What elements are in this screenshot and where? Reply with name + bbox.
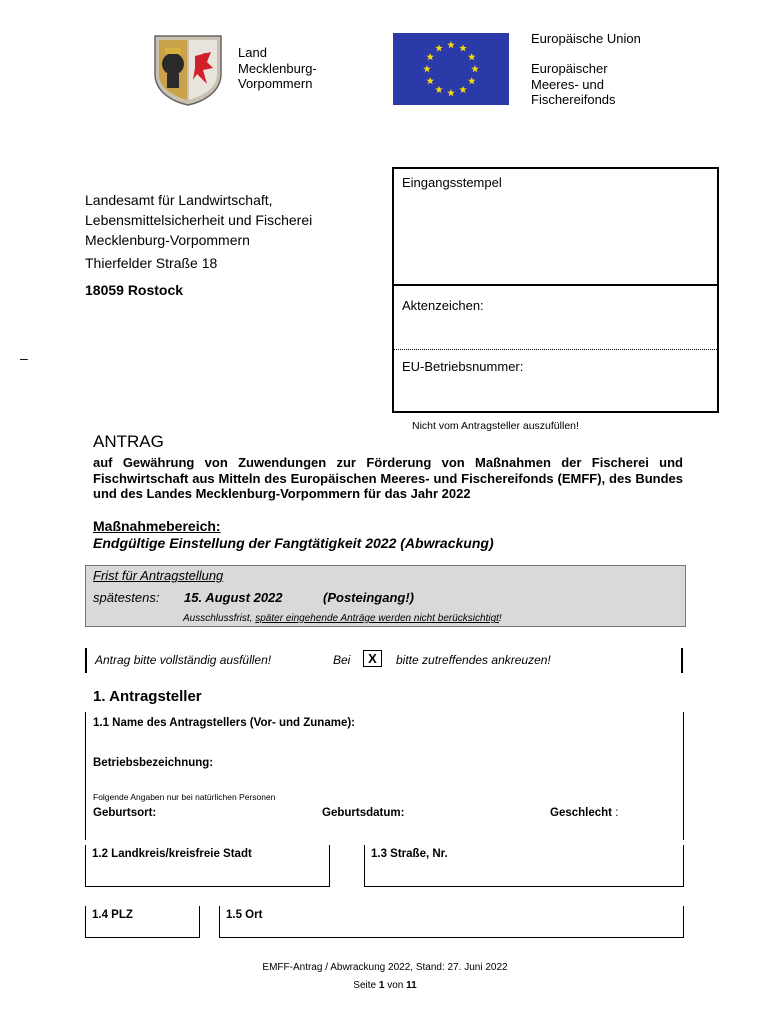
coat-of-arms-logo (153, 34, 223, 106)
gender-label: Geschlecht : (550, 807, 619, 819)
document-title: ANTRAG (93, 432, 164, 451)
recipient-city: 18059 Rostock (85, 282, 184, 298)
instruction-complete: Antrag bitte vollständig ausfüllen! (95, 653, 272, 667)
fold-mark: – (20, 350, 28, 366)
stamp-label: Eingangsstempel (402, 175, 502, 190)
birthplace-label: Geburtsort: (93, 807, 157, 819)
divider (394, 284, 717, 286)
document-subtitle: auf Gewährung von Zuwendungen zur Förderung von Maßnahmen der Fischerei und Fischwirtschaft aus Mitteln des Europäischen Meeres- und Fischereifonds (EMFF), des Bundes und des Landes Mecklenburg-Vorpommern für das Jahr 2022 (93, 455, 683, 501)
place-label: 1.5 Ort (226, 909, 263, 921)
place-field[interactable] (219, 906, 684, 938)
eu-star-icon (426, 77, 434, 84)
recipient-street: Thierfelder Straße 18 (85, 255, 218, 271)
applicant-name-field[interactable] (85, 712, 684, 840)
eu-star-icon (447, 41, 455, 48)
eu-star-icon (423, 65, 431, 72)
file-number-label: Aktenzeichen: (402, 298, 484, 313)
eu-star-icon (459, 86, 467, 93)
deadline-box (85, 565, 686, 627)
eu-star-icon (435, 86, 443, 93)
name-label: 1.1 Name des Antragstellers (Vor- und Zuname): (93, 717, 356, 729)
eu-star-icon (468, 53, 476, 60)
office-use-box (392, 167, 719, 413)
district-field[interactable] (85, 845, 330, 887)
eu-star-icon (426, 53, 434, 60)
eu-star-icon (447, 89, 455, 96)
eu-star-icon (459, 44, 467, 51)
eu-flag-logo (393, 33, 509, 105)
checkbox-example: X (363, 650, 382, 667)
office-use-note: Nicht vom Antragsteller auszufüllen! (412, 420, 579, 432)
eu-title: Europäische Union (531, 31, 641, 46)
measure-area-label: Maßnahmebereich: (93, 518, 221, 534)
recipient-address: Landesamt für Landwirtschaft, Lebensmittelsicherheit und Fischerei Mecklenburg-Vorpommern (85, 192, 313, 248)
measure-area-value: Endgültige Einstellung der Fangtätigkeit 2022 (Abwrackung) (93, 535, 494, 551)
eu-star-icon (468, 77, 476, 84)
page-number: Seite 1 von 11 (353, 980, 417, 991)
deadline-title: Frist für Antragstellung (93, 568, 224, 583)
business-label: Betriebsbezeichnung: (93, 757, 214, 769)
zip-field[interactable] (85, 906, 200, 938)
instruction-tick: bitte zutreffendes ankreuzen! (396, 653, 551, 667)
eu-star-icon (435, 44, 443, 51)
district-label: 1.2 Landkreis/kreisfreie Stadt (92, 848, 252, 860)
zip-label: 1.4 PLZ (92, 909, 133, 921)
street-label: 1.3 Straße, Nr. (371, 848, 448, 860)
natural-person-note: Folgende Angaben nur bei natürlichen Personen (93, 792, 276, 802)
instruction-at: Bei (333, 653, 351, 667)
birthdate-label: Geburtsdatum: (322, 807, 405, 819)
eu-business-number-label: EU-Betriebsnummer: (402, 359, 524, 374)
footer-version: EMFF-Antrag / Abwrackung 2022, Stand: 27. Juni 2022 (262, 962, 508, 973)
divider (394, 349, 717, 350)
deadline-post-note: (Posteingang!) (323, 590, 414, 605)
eu-star-icon (471, 65, 479, 72)
deadline-date: 15. August 2022 (184, 590, 283, 605)
land-name: Land Mecklenburg- Vorpommern (238, 45, 317, 91)
fill-instructions (85, 648, 683, 673)
deadline-exclusion-note: Ausschlussfrist, später eingehende Anträge werden nicht berücksichtigt! (183, 613, 502, 624)
deadline-prefix: spätestens: (93, 590, 160, 605)
fund-name: Europäischer Meeres- und Fischereifonds (531, 61, 616, 107)
section-1-title: 1. Antragsteller (93, 688, 202, 705)
street-field[interactable] (364, 845, 684, 887)
